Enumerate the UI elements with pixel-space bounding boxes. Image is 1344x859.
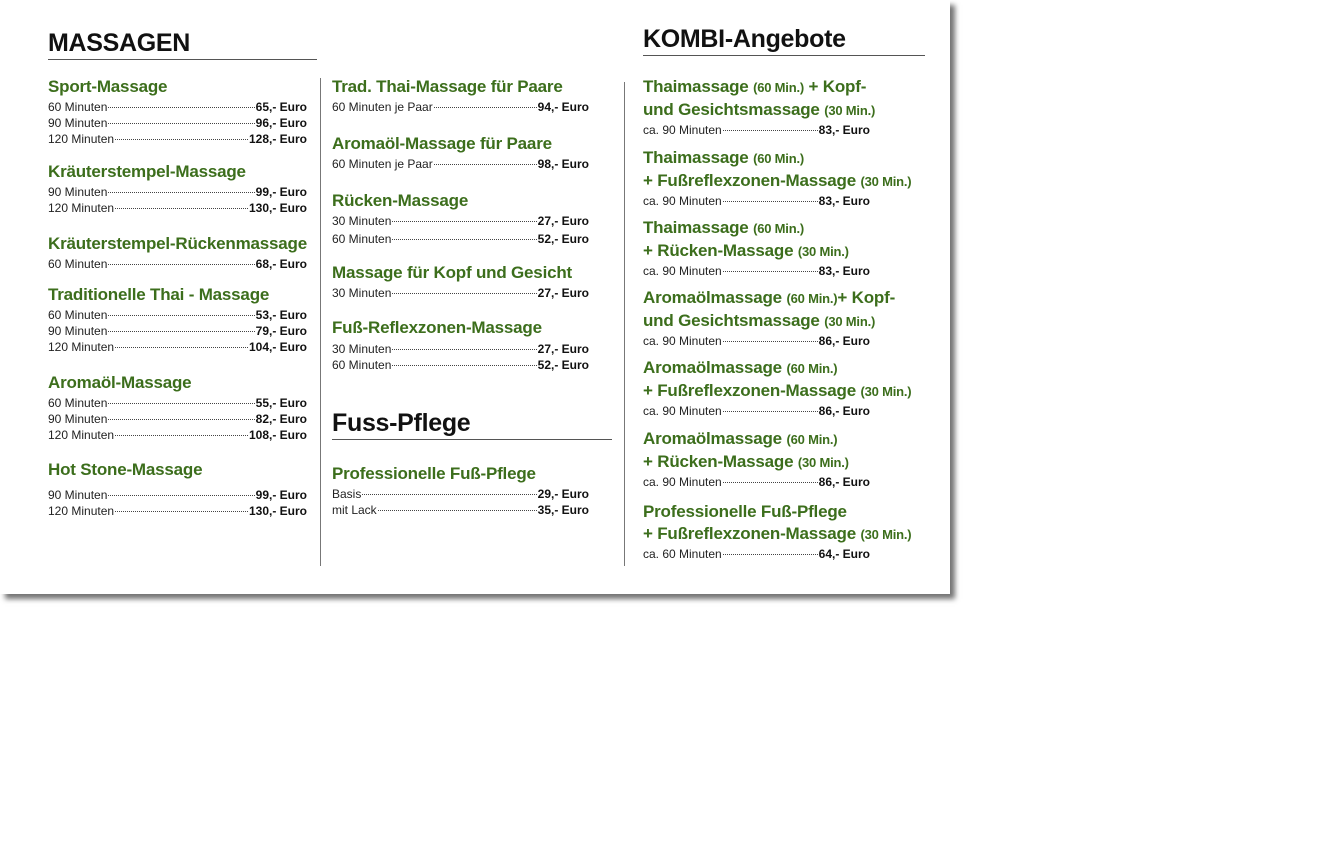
price: 35,- Euro [537,503,589,517]
kombi-part: + Rücken-Massage [643,241,794,260]
price-row [643,333,870,349]
price: 108,- Euro [248,428,307,442]
kombi-part: Thaimassage [643,148,749,167]
price-row [48,115,307,131]
massage-item [332,317,589,373]
dot-leader [115,347,248,348]
price-row [48,487,307,503]
kombi-part: + Fußreflexzonen-Massage [643,381,856,400]
kombi-line-2 [643,310,876,333]
dot-leader [723,482,818,483]
price: 98,- Euro [537,157,589,171]
massage-item [332,262,589,301]
price: 104,- Euro [248,340,307,354]
price-row [48,131,307,147]
dot-leader [108,419,254,420]
kombi-line-1 [643,147,873,170]
kombi-part: + Rücken-Massage [643,452,794,471]
kombi-part: Professionelle Fuß-Pflege [643,502,847,521]
dot-leader [723,554,818,555]
kombi-title: KOMBI-Angebote [643,24,925,56]
kombi-line-2 [643,170,912,193]
duration-label: 90 Minuten [48,488,108,502]
price-row [48,184,307,200]
dot-leader [723,341,818,342]
kombi-part: und Gesichtsmassage [643,100,820,119]
kombi-item [643,428,873,490]
duration-label: 120 Minuten [48,132,115,146]
kombi-line-2 [643,99,876,122]
kombi-item [643,287,896,349]
price-row [643,403,870,419]
price-row [643,474,870,490]
item-title: Trad. Thai-Massage für Paare [332,77,563,96]
item-title: Kräuterstempel-Rückenmassage [48,234,307,253]
price-row [48,323,307,339]
kombi-line-2 [643,240,873,263]
dot-leader [434,164,537,165]
kombi-line-2 [643,523,912,546]
fusspflege-item [332,463,589,518]
kombi-line-2 [643,380,912,403]
item-title: Professionelle Fuß-Pflege [332,464,536,483]
kombi-line-1 [643,287,896,310]
dot-leader [392,349,536,350]
kombi-duration: (30 Min.) [860,384,912,399]
kombi-duration: (30 Min.) [860,527,912,542]
kombi-part: Thaimassage [643,218,749,237]
dot-leader [362,494,536,495]
price-row [332,99,589,115]
price: 65,- Euro [255,100,307,114]
kombi-duration: (30 Min.) [824,314,876,329]
duration-label: 30 Minuten [332,214,392,228]
price: 53,- Euro [255,308,307,322]
price: 96,- Euro [255,116,307,130]
kombi-part: Aromaölmassage [643,429,782,448]
dot-leader [108,192,254,193]
kombi-part: + Fußreflexzonen-Massage [643,524,856,543]
price-row [332,502,589,518]
duration-label: 120 Minuten [48,340,115,354]
dot-leader [723,201,818,202]
kombi-part: Thaimassage [643,77,749,96]
item-title: Aromaöl-Massage [48,373,192,392]
item-title: Kräuterstempel-Massage [48,162,246,181]
price: 64,- Euro [818,547,870,561]
kombi-line-1 [643,428,873,451]
duration-label: ca. 60 Minuten [643,547,722,561]
dot-leader [108,403,254,404]
price-row [48,503,307,519]
duration-label: 90 Minuten [48,116,108,130]
duration-label: ca. 90 Minuten [643,264,722,278]
massage-item [332,190,589,247]
price: 94,- Euro [537,100,589,114]
kombi-part: + Kopf- [837,288,896,307]
kombi-duration: (60 Min.) [753,80,804,95]
price-row [48,411,307,427]
kombi-duration: (60 Min.) [753,151,804,166]
price: 128,- Euro [248,132,307,146]
dot-leader [723,411,818,412]
duration-label: 120 Minuten [48,428,115,442]
item-title: Fuß-Reflexzonen-Massage [332,318,542,337]
price-row [48,200,307,216]
kombi-part: Aromaölmassage [643,288,782,307]
kombi-line-1 [643,217,873,240]
dot-leader [392,293,536,294]
dot-leader [723,130,818,131]
duration-label: 120 Minuten [48,201,115,215]
price-row [48,307,307,323]
price: 99,- Euro [255,488,307,502]
kombi-line-1 [643,501,873,523]
dot-leader [115,511,248,512]
price: 86,- Euro [818,334,870,348]
kombi-duration: (60 Min.) [786,291,838,306]
price-row [643,263,870,279]
dot-leader [115,435,248,436]
price: 130,- Euro [248,201,307,215]
duration-label: 90 Minuten [48,324,108,338]
kombi-part: und Gesichtsmassage [643,311,820,330]
dot-leader [392,365,536,366]
price-row [48,427,307,443]
item-title: Aromaöl-Massage für Paare [332,134,552,153]
price-row [332,357,589,373]
price: 86,- Euro [818,475,870,489]
kombi-part: Aromaölmassage [643,358,782,377]
item-title: Hot Stone-Massage [48,460,203,479]
duration-label: 120 Minuten [48,504,115,518]
duration-label: 60 Minuten [48,308,108,322]
price: 52,- Euro [537,232,589,246]
massage-item [48,76,307,147]
price-row [643,546,870,562]
dot-leader [392,221,536,222]
item-title: Traditionelle Thai - Massage [48,285,270,304]
dot-leader [115,208,248,209]
duration-label: ca. 90 Minuten [643,334,722,348]
price-row [643,122,870,138]
massage-item [48,233,307,272]
dot-leader [723,271,818,272]
column-divider [624,82,625,566]
kombi-item [643,147,912,209]
kombi-duration: (60 Min.) [753,221,804,236]
price-row [48,99,307,115]
kombi-line-1 [643,357,873,380]
price-row [332,486,589,502]
duration-label: ca. 90 Minuten [643,475,722,489]
kombi-item [643,357,912,419]
price: 83,- Euro [818,194,870,208]
kombi-item [643,76,876,138]
massage-item [48,161,307,216]
price-row [332,285,589,301]
item-title: Sport-Massage [48,77,168,96]
price-row [48,395,307,411]
kombi-duration: (30 Min.) [860,174,912,189]
kombi-duration: (30 Min.) [824,103,876,118]
price: 52,- Euro [537,358,589,372]
price-list-card [0,0,950,594]
price: 83,- Euro [818,264,870,278]
price-row [332,213,589,229]
duration-label: 30 Minuten [332,342,392,356]
dot-leader [108,123,254,124]
duration-label: 60 Minuten je Paar [332,157,433,171]
price: 55,- Euro [255,396,307,410]
duration-label: 60 Minuten [332,232,392,246]
price: 27,- Euro [537,286,589,300]
price-row [332,231,589,247]
price-row [643,193,870,209]
duration-label: 60 Minuten [48,396,108,410]
duration-label: ca. 90 Minuten [643,404,722,418]
duration-label: 90 Minuten [48,185,108,199]
dot-leader [434,107,537,108]
duration-label: ca. 90 Minuten [643,194,722,208]
dot-leader [108,331,254,332]
price: 130,- Euro [248,504,307,518]
duration-label: 60 Minuten [48,257,108,271]
duration-label: 90 Minuten [48,412,108,426]
kombi-item [643,501,912,562]
kombi-part: + Fußreflexzonen-Massage [643,171,856,190]
dot-leader [115,139,248,140]
massage-item [332,133,589,172]
price: 82,- Euro [255,412,307,426]
item-title: Massage für Kopf und Gesicht [332,263,572,282]
price: 83,- Euro [818,123,870,137]
price: 27,- Euro [537,342,589,356]
kombi-duration: (60 Min.) [786,432,838,447]
duration-label: 60 Minuten je Paar [332,100,433,114]
kombi-duration: (30 Min.) [797,244,849,259]
price: 27,- Euro [537,214,589,228]
kombi-duration: (30 Min.) [797,455,849,470]
duration-label: 60 Minuten [332,358,392,372]
price-row [48,339,307,355]
dot-leader [392,239,536,240]
price: 29,- Euro [537,487,589,501]
massage-item [48,284,307,355]
massage-item [332,76,589,115]
item-title: Rücken-Massage [332,191,469,210]
dot-leader [108,264,254,265]
duration-label: 60 Minuten [48,100,108,114]
price: 79,- Euro [255,324,307,338]
fusspflege-title: Fuss-Pflege [332,408,612,440]
massage-item [48,459,307,519]
dot-leader [108,315,254,316]
column-divider [320,78,321,566]
price: 86,- Euro [818,404,870,418]
kombi-part: + Kopf- [808,77,867,96]
price: 99,- Euro [255,185,307,199]
duration-label: mit Lack [332,503,377,517]
kombi-duration: (60 Min.) [786,361,838,376]
price-row [332,341,589,357]
kombi-line-1 [643,76,873,99]
dot-leader [108,495,254,496]
price-row [48,256,307,272]
price-row [332,156,589,172]
duration-label: ca. 90 Minuten [643,123,722,137]
duration-label: 30 Minuten [332,286,392,300]
duration-label: Basis [332,487,362,501]
dot-leader [378,510,537,511]
massagen-title: MASSAGEN [48,28,317,60]
kombi-item [643,217,873,279]
kombi-line-2 [643,451,873,474]
price: 68,- Euro [255,257,307,271]
massage-item [48,372,307,443]
dot-leader [108,107,254,108]
